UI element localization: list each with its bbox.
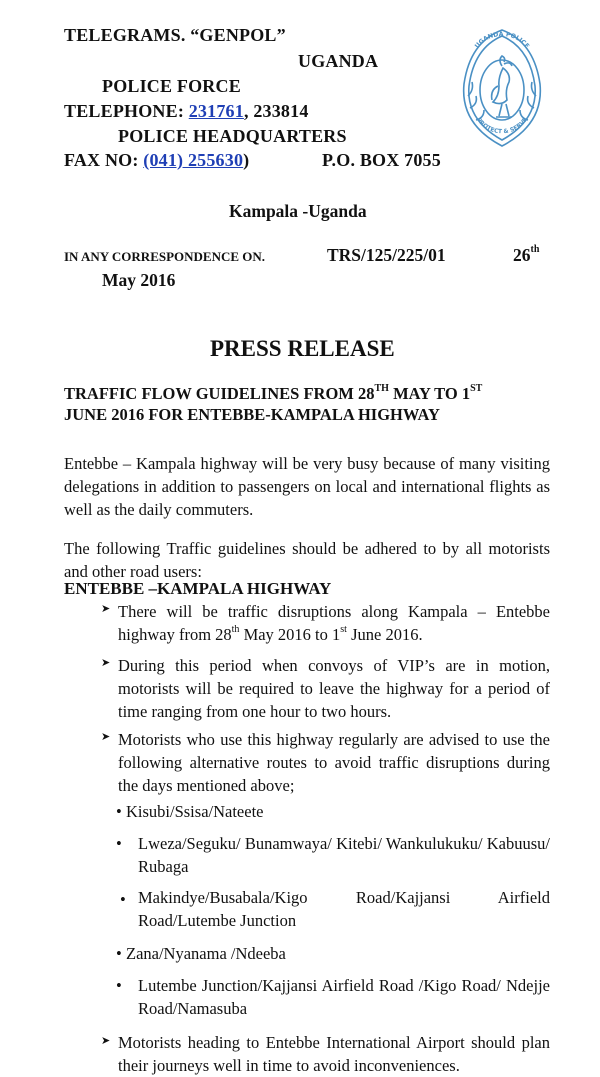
- telephone-rest: , 233814: [243, 101, 309, 121]
- bullet-1-text-b: May 2016 to 1: [239, 625, 341, 644]
- po-box: P.O. BOX 7055: [322, 150, 441, 170]
- fax-link[interactable]: (041) 255630: [143, 150, 244, 170]
- arrow-bullet-icon: ➤: [101, 657, 111, 669]
- reference-month-year: May 2016: [102, 270, 176, 290]
- reference-day: [513, 245, 539, 266]
- fax-close: ): [243, 150, 250, 170]
- bullet-1-text-a: There will be traffic disruptions along Kampala – Entebbe highway from 28: [118, 602, 550, 644]
- subject-part-1: TRAFFIC FLOW GUIDELINES FROM 28: [64, 384, 375, 403]
- subject-sup-1: TH: [374, 382, 389, 394]
- page-title: PRESS RELEASE: [210, 336, 395, 361]
- fax-label: FAX NO:: [64, 150, 144, 170]
- uganda-police-crest-icon: [458, 24, 546, 150]
- intro-paragraph: Entebbe – Kampala highway will be very busy because of many visiting delegations in addition to passengers on local and international flights as well as the daily commuters.: [64, 454, 550, 519]
- reference-day-number: 26: [513, 245, 531, 265]
- route-item: Makindye/Busabala/Kigo Road/Kajjansi Airfield Road/Lutembe Junction: [138, 888, 550, 930]
- bullet-alternative-routes: Motorists who use this highway regularly are advised to use the following alternative routes to avoid traffic disruptions during the days mentioned above;: [118, 730, 550, 795]
- crest-bottom-text: PROTECT & SERVE: [475, 116, 529, 136]
- arrow-bullet-icon: ➤: [101, 1035, 111, 1047]
- bullet-airport: Motorists heading to Entebbe International Airport should plan their journeys well in time to avoid inconveniences.: [118, 1033, 550, 1075]
- subject-line-1: [64, 384, 482, 404]
- route-bullet-icon: •: [116, 834, 122, 853]
- route-bullet-icon: •: [116, 802, 122, 821]
- section-heading: ENTEBBE –KAMPALA HIGHWAY: [64, 579, 332, 598]
- reference-code: TRS/125/225/01: [327, 245, 446, 265]
- arrow-bullet-icon: ➤: [101, 603, 111, 615]
- bullet-1-text-c: June 2016.: [346, 625, 423, 644]
- crest-top-text: UGANDA POLICE: [473, 30, 531, 50]
- uganda-line: UGANDA: [298, 51, 379, 71]
- bullet-vip-convoys: During this period when convoys of VIP’s are in motion, motorists will be required to leave the highway for a period of time ranging from one hour to two hours.: [118, 656, 550, 721]
- subject-sup-2: ST: [470, 382, 483, 394]
- police-force-line: POLICE FORCE: [102, 76, 241, 96]
- route-item: Lutembe Junction/Kajjansi Airfield Road /Kigo Road/ Ndejje Road/Namasuba: [138, 976, 550, 1018]
- bullet-1-sup-2: st: [340, 623, 347, 635]
- subject-line-2: JUNE 2016 FOR ENTEBBE-KAMPALA HIGHWAY: [64, 405, 440, 424]
- reference-day-suffix: th: [530, 244, 540, 256]
- arrow-bullet-icon: ➤: [101, 731, 111, 743]
- fax-line: [64, 150, 249, 171]
- route-item: Lweza/Seguku/ Bunamwaya/ Kitebi/ Wankulukuku/ Kabuusu/ Rubaga: [138, 834, 550, 876]
- city-line: Kampala -Uganda: [229, 201, 367, 221]
- route-bullet-icon: •: [120, 890, 126, 909]
- subject-part-2: MAY TO 1: [388, 384, 471, 403]
- telephone-line: [64, 101, 309, 122]
- route-bullet-icon: •: [116, 976, 122, 995]
- bullet-disruptions: [118, 600, 550, 646]
- telephone-label: TELEPHONE:: [64, 101, 189, 121]
- telephone-link[interactable]: 231761: [188, 101, 244, 121]
- route-item: Kisubi/Ssisa/Nateete: [126, 802, 264, 821]
- route-bullet-icon: •: [116, 944, 122, 963]
- telegrams-line: TELEGRAMS. “GENPOL”: [64, 25, 286, 45]
- correspondence-label: IN ANY CORRESPONDENCE ON.: [64, 249, 266, 264]
- headquarters-line: POLICE HEADQUARTERS: [118, 126, 347, 146]
- guidelines-paragraph: The following Traffic guidelines should be adhered to by all motorists and other road users:: [64, 539, 550, 581]
- route-item: Zana/Nyanama /Ndeeba: [126, 944, 286, 963]
- bullet-1-sup-1: th: [231, 623, 240, 635]
